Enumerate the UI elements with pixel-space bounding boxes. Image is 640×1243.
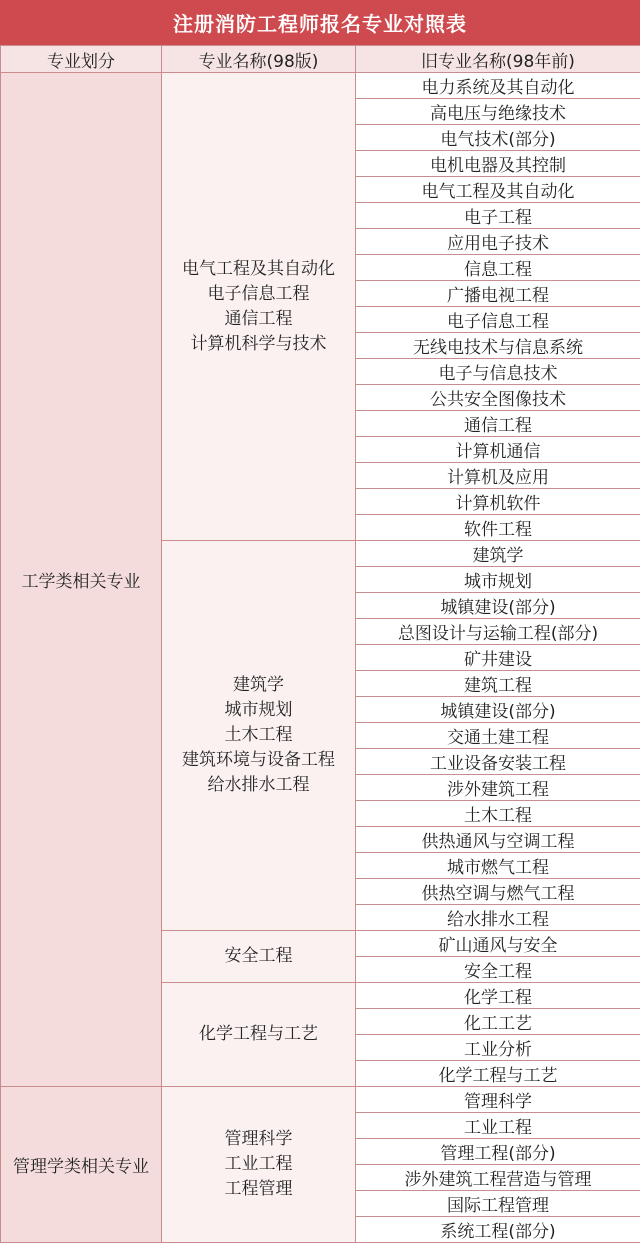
- old-major-cell: 通信工程: [356, 411, 640, 437]
- old-major-cell: 供热空调与燃气工程: [356, 879, 640, 905]
- old-major-cell: 建筑学: [356, 541, 640, 567]
- old-major-cell: 工业工程: [356, 1113, 640, 1139]
- old-major-cell: 计算机通信: [356, 437, 640, 463]
- old-major-cell: 安全工程: [356, 957, 640, 983]
- major-98-name: 建筑学: [162, 673, 355, 698]
- old-major-cell: 涉外建筑工程营造与管理: [356, 1165, 640, 1191]
- old-major-cell: 计算机软件: [356, 489, 640, 515]
- category-cell: 管理学类相关专业: [1, 1087, 162, 1243]
- old-major-cell: 土木工程: [356, 801, 640, 827]
- old-major-cell: 信息工程: [356, 255, 640, 281]
- old-major-cell: 城镇建设(部分): [356, 697, 640, 723]
- old-major-cell: 电子与信息技术: [356, 359, 640, 385]
- major-98-name: 通信工程: [162, 307, 355, 332]
- major-comparison-table: [0, 45, 640, 1243]
- major-98-name: 管理科学: [162, 1127, 355, 1152]
- major-98-cell: [162, 73, 356, 541]
- old-major-cell: 工业设备安装工程: [356, 749, 640, 775]
- major-98-name: 安全工程: [162, 944, 355, 969]
- old-major-cell: 工业分析: [356, 1035, 640, 1061]
- old-major-cell: 广播电视工程: [356, 281, 640, 307]
- header-category: 专业划分: [1, 46, 162, 73]
- old-major-cell: 涉外建筑工程: [356, 775, 640, 801]
- old-major-cell: 电气工程及其自动化: [356, 177, 640, 203]
- old-major-cell: 软件工程: [356, 515, 640, 541]
- header-major-98: 专业名称(98版): [162, 46, 356, 73]
- old-major-cell: 城市燃气工程: [356, 853, 640, 879]
- old-major-cell: 公共安全图像技术: [356, 385, 640, 411]
- old-major-cell: 电力系统及其自动化: [356, 73, 640, 99]
- old-major-cell: 电机电器及其控制: [356, 151, 640, 177]
- old-major-cell: 管理工程(部分): [356, 1139, 640, 1165]
- old-major-cell: 计算机及应用: [356, 463, 640, 489]
- major-98-name: 城市规划: [162, 698, 355, 723]
- old-major-cell: 总图设计与运输工程(部分): [356, 619, 640, 645]
- major-98-cell: [162, 541, 356, 931]
- major-98-name: 电子信息工程: [162, 282, 355, 307]
- major-98-name: 化学工程与工艺: [162, 1022, 355, 1047]
- old-major-cell: 化工工艺: [356, 1009, 640, 1035]
- old-major-cell: 城镇建设(部分): [356, 593, 640, 619]
- old-major-cell: 给水排水工程: [356, 905, 640, 931]
- old-major-cell: 建筑工程: [356, 671, 640, 697]
- old-major-cell: 无线电技术与信息系统: [356, 333, 640, 359]
- old-major-cell: 矿山通风与安全: [356, 931, 640, 957]
- old-major-cell: 电气技术(部分): [356, 125, 640, 151]
- header-old-major: 旧专业名称(98年前): [356, 46, 640, 73]
- old-major-cell: 高电压与绝缘技术: [356, 99, 640, 125]
- table-row: [1, 1087, 640, 1113]
- old-major-cell: 化学工程: [356, 983, 640, 1009]
- old-major-cell: 电子工程: [356, 203, 640, 229]
- table-body: [1, 73, 640, 1243]
- major-98-name: 工业工程: [162, 1152, 355, 1177]
- header-row: [1, 46, 640, 73]
- major-98-name: 电气工程及其自动化: [162, 257, 355, 282]
- old-major-cell: 电子信息工程: [356, 307, 640, 333]
- major-98-name: 工程管理: [162, 1177, 355, 1202]
- major-98-cell: [162, 931, 356, 983]
- major-98-name: 建筑环境与设备工程: [162, 748, 355, 773]
- old-major-cell: 供热通风与空调工程: [356, 827, 640, 853]
- old-major-cell: 矿井建设: [356, 645, 640, 671]
- table-row: [1, 73, 640, 99]
- old-major-cell: 交通土建工程: [356, 723, 640, 749]
- table-title: 注册消防工程师报名专业对照表: [0, 0, 640, 45]
- major-98-cell: [162, 1087, 356, 1243]
- old-major-cell: 应用电子技术: [356, 229, 640, 255]
- major-98-name: 土木工程: [162, 723, 355, 748]
- old-major-cell: 管理科学: [356, 1087, 640, 1113]
- major-98-cell: [162, 983, 356, 1087]
- old-major-cell: 城市规划: [356, 567, 640, 593]
- major-98-name: 计算机科学与技术: [162, 332, 355, 357]
- old-major-cell: 系统工程(部分): [356, 1217, 640, 1243]
- old-major-cell: 国际工程管理: [356, 1191, 640, 1217]
- major-98-name: 给水排水工程: [162, 773, 355, 798]
- category-cell: 工学类相关专业: [1, 73, 162, 1087]
- old-major-cell: 化学工程与工艺: [356, 1061, 640, 1087]
